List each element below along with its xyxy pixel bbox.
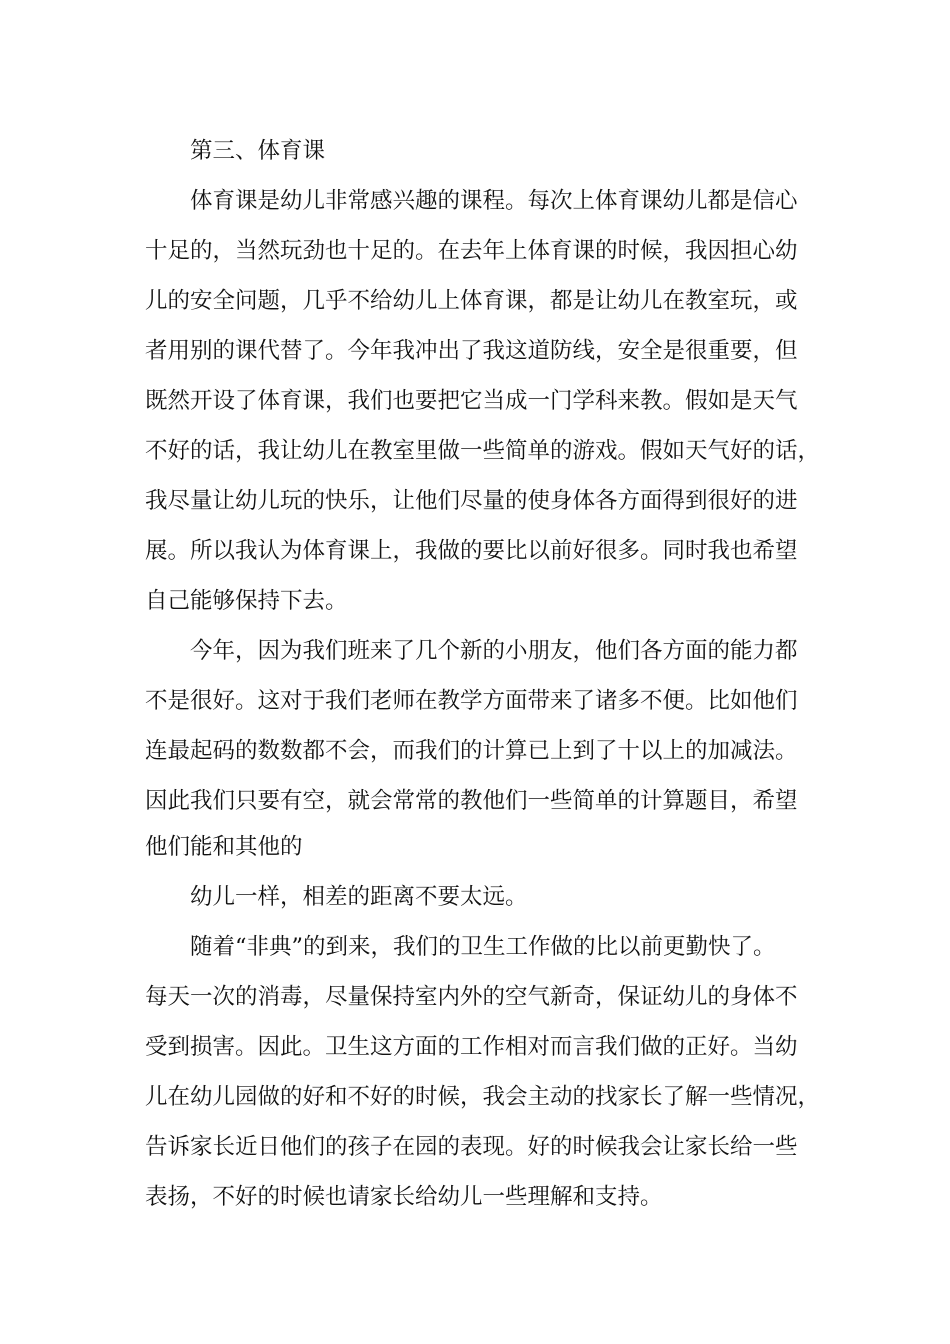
- paragraph-line: 受到损害。因此。卫生这方面的工作相对而言我们做的正好。当幼: [145, 1034, 798, 1060]
- paragraph-line: 者用别的课代替了。今年我冲出了我这道防线，安全是很重要，但: [145, 338, 798, 364]
- section-heading: 第三、体育课: [190, 138, 326, 164]
- paragraph-line: 展。所以我认为体育课上，我做的要比以前好很多。同时我也希望: [145, 538, 798, 564]
- paragraph-line: 他们能和其他的: [145, 834, 303, 860]
- paragraph-line: 体育课是幼儿非常感兴趣的课程。每次上体育课幼儿都是信心: [190, 188, 798, 214]
- paragraph-line: 既然开设了体育课，我们也要把它当成一门学科来教。假如是天气: [145, 388, 798, 414]
- paragraph-line: 儿的安全问题，几乎不给幼儿上体育课，都是让幼儿在教室玩，或: [145, 288, 798, 314]
- paragraph-line: 表扬，不好的时候也请家长给幼儿一些理解和支持。: [145, 1184, 663, 1210]
- paragraph-line: 儿在幼儿园做的好和不好的时候，我会主动的找家长了解一些情况，: [145, 1084, 821, 1110]
- paragraph-line: 因此我们只要有空，就会常常的教他们一些简单的计算题目，希望: [145, 788, 798, 814]
- paragraph-line: 每天一次的消毒，尽量保持室内外的空气新奇，保证幼儿的身体不: [145, 984, 798, 1010]
- paragraph-line: 自己能够保持下去。: [145, 588, 348, 614]
- paragraph-line: 我尽量让幼儿玩的快乐，让他们尽量的使身体各方面得到很好的进: [145, 488, 798, 514]
- paragraph-line: 今年，因为我们班来了几个新的小朋友，他们各方面的能力都: [190, 638, 798, 664]
- paragraph-line: 不好的话，我让幼儿在教室里做一些简单的游戏。假如天气好的话，: [145, 438, 821, 464]
- paragraph-line: 随着“非典”的到来，我们的卫生工作做的比以前更勤快了。: [190, 934, 776, 960]
- paragraph-line: 十足的，当然玩劲也十足的。在去年上体育课的时候，我因担心幼: [145, 238, 798, 264]
- paragraph-line: 连最起码的数数都不会，而我们的计算已上到了十以上的加减法。: [145, 738, 798, 764]
- paragraph-line: 不是很好。这对于我们老师在教学方面带来了诸多不便。比如他们: [145, 688, 798, 714]
- paragraph-line: 告诉家长近日他们的孩子在园的表现。好的时候我会让家长给一些: [145, 1134, 798, 1160]
- paragraph-line: 幼儿一样，相差的距离不要太远。: [190, 884, 528, 910]
